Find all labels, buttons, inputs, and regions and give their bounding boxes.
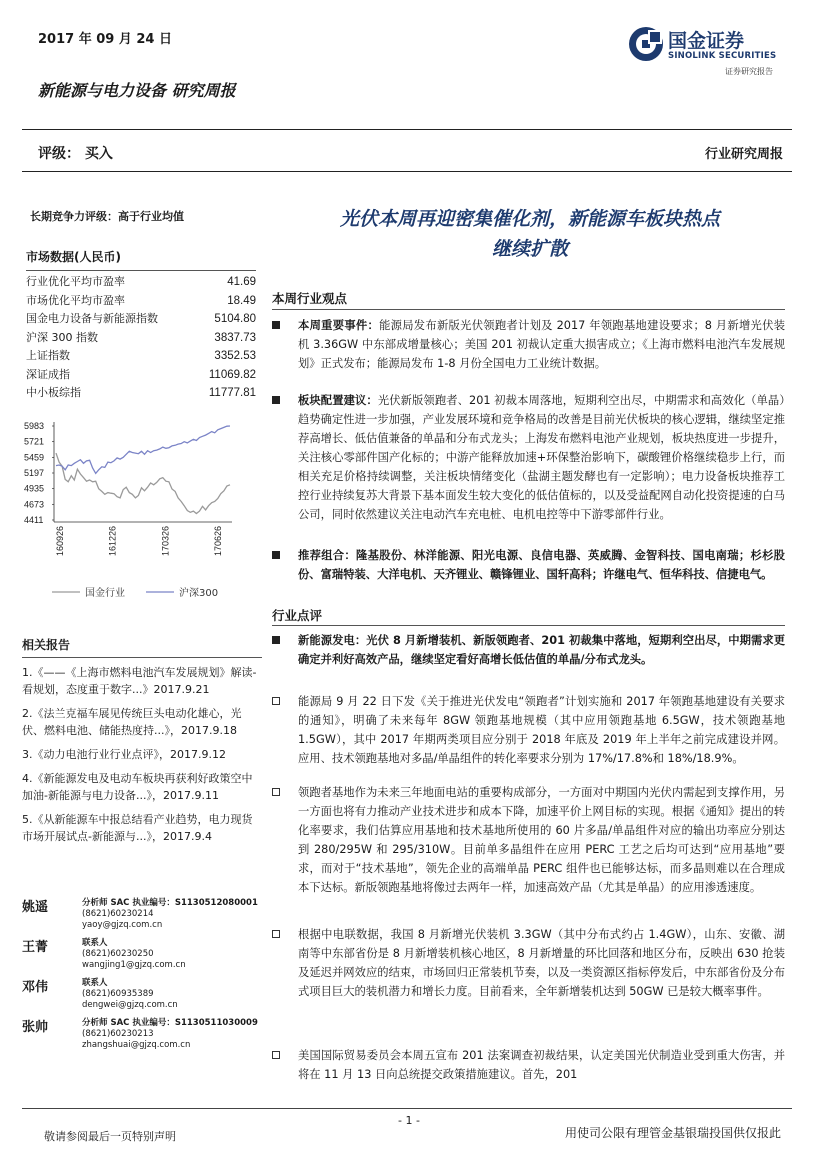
- market-data-row: [26, 366, 256, 385]
- bullet-icon: [272, 636, 280, 644]
- market-data-value: 11069.82: [208, 368, 256, 381]
- analyst-contact: [82, 898, 258, 931]
- market-data-value: 3837.73: [214, 331, 256, 344]
- related-report-title: 3.《动力电池行业行业点评》，: [22, 748, 170, 761]
- footer-disclaimer: 敬请参阅最后一页特别声明: [44, 1130, 176, 1143]
- legend-label: 国金行业: [85, 588, 125, 599]
- y-tick-label: 5983: [24, 421, 45, 431]
- leader-notice-text: 能源局 9 月 22 日下发《关于推进光伏发电“领跑者”计划实施和 2017 年领跑基地建设有关要求的通知》，明确了未来每年 8GW 领跑基地规模（其中应用领跑基地 6.5GW，技术领跑基地 1.5GW），其中 2017 年期两类项目应分别于 2018 年底及 2019 年上半年之前完成建设并网。应用、技术领跑基地对多晶/单晶组件的转化率要求分别为 17%/17.8%和 18%/18.9%。: [298, 695, 785, 765]
- y-tick-label: 5459: [24, 452, 45, 463]
- y-tick-label: 4673: [24, 499, 45, 510]
- related-report-item[interactable]: [22, 664, 262, 698]
- market-data-row: [26, 273, 256, 292]
- related-report-date: 2017.9.4: [162, 830, 212, 843]
- analyst-phone: (8621)60935389: [82, 989, 154, 999]
- analyst-role: 联系人: [82, 978, 108, 988]
- analyst-contact: [82, 1018, 258, 1051]
- allocation-lead: 板块配置建议：: [298, 394, 378, 407]
- logo-subtitle: 证券研究报告: [725, 67, 773, 76]
- related-report-item[interactable]: [22, 705, 262, 739]
- y-tick-label: 4935: [24, 483, 45, 494]
- analyst-name: 邓伟: [22, 980, 49, 995]
- x-tick-label: 170626: [213, 526, 223, 557]
- bullet-icon: [272, 551, 280, 559]
- market-data-rows: [26, 273, 256, 403]
- related-report-item[interactable]: [22, 811, 262, 845]
- portfolio-text: 隆基股份、林洋能源、阳光电源、良信电器、英威腾、金智科技、国电南瑞；杉杉股份、富瑞特装、大洋电机、天齐锂业、赣锋锂业、国轩高科；许继电气、恒华科技、信捷电气。: [298, 549, 785, 581]
- bullet-icon: [272, 930, 280, 938]
- related-report-title: 5.《从新能源车中报总结看产业趋势，电力现货市场开展试点-新能源与...》，: [22, 813, 253, 843]
- related-report-item[interactable]: [22, 746, 262, 763]
- main-headline: [270, 204, 790, 264]
- paragraph-key-events: [272, 316, 785, 373]
- bullet-icon: [272, 788, 280, 796]
- paragraph-installations: [272, 925, 785, 1001]
- related-report-date: 2017.9.11: [162, 789, 219, 802]
- installations-text: 根据中电联数据，我国 8 月新增光伏装机 3.3GW（其中分布式约占 1.4GW），山东、安徽、湖南等中东部省份是 8 月新增装机核心地区，8 月新增量的环比回落和地区分布，反映出 630 抢装及延迟并网效应的结束，市场回归正常装机节奏，以及一类资源区指标停发后，中东部省份及分布式项目巨大的装机潜力和增长力度。目前看来，全年新增装机达到 50GW 已是较大概率事件。: [298, 928, 785, 998]
- section-weekly-view-rule: [272, 309, 785, 310]
- related-reports-rule: [22, 657, 262, 658]
- analyst-entry: [22, 976, 262, 1016]
- market-data-value: 11777.81: [208, 387, 256, 399]
- bullet-icon: [272, 321, 280, 329]
- market-data-row: [26, 310, 256, 329]
- y-tick-label: 4411: [24, 515, 44, 525]
- paragraph-allocation: [272, 391, 785, 524]
- market-data-value: 41.69: [227, 276, 256, 288]
- analyst-name: 张帅: [22, 1020, 49, 1035]
- footer-distribution-note: 用使司公限有理管金基银瑞投国供仅报此: [564, 1126, 781, 1140]
- new-energy-lead: 新能源发电：: [298, 634, 367, 647]
- analyst-list: [22, 896, 262, 1056]
- analyst-entry: [22, 896, 262, 936]
- portfolio-lead: 推荐组合：: [298, 549, 357, 562]
- paragraph-portfolio: [272, 546, 785, 584]
- market-data-value: 18.49: [227, 294, 256, 307]
- x-tick-label: 170326: [160, 526, 171, 557]
- related-reports-list: [22, 664, 262, 845]
- bullet-icon: [272, 1051, 280, 1059]
- market-data-row: [26, 329, 256, 348]
- report-date: 2017 年 09 月 24 日: [38, 32, 172, 47]
- market-data-title: 市场数据(人民币): [26, 250, 121, 264]
- related-report-title: 2.《法兰克福车展见传统巨头电动化雄心，光伏、燃料电池、储能热度持...》，: [22, 707, 242, 737]
- section-industry-review-rule: [272, 625, 785, 626]
- related-report-date: 2017.9.12: [170, 748, 226, 761]
- divider-footer: [22, 1108, 792, 1109]
- analyst-phone: (8621)60230214: [82, 909, 154, 919]
- market-data-rule: [26, 270, 256, 271]
- market-data-label: 市场优化平均市盈率: [26, 293, 125, 307]
- main-headline-line2: 继续扩散: [491, 238, 568, 260]
- paragraph-leader-analysis: [272, 783, 785, 897]
- page-number: - 1 -: [398, 1114, 420, 1127]
- market-data-label: 沪深 300 指数: [26, 330, 98, 344]
- us-201-text: 美国国际贸易委员会本周五宣布 201 法案调查初裁结果，认定美国光伏制造业受到重大伤害，并将在 11 月 13 日向总统提交政策措施建议。首先，201: [298, 1049, 785, 1081]
- analyst-name: 姚遥: [22, 900, 49, 915]
- new-energy-text: 光伏 8 月新增装机、新版领跑者、201 初裁集中落地，短期利空出尽，中期需求更确定并利好高效产品，继续坚定看好高增长低估值的单晶/分布式龙头。: [298, 634, 785, 666]
- related-reports: [22, 636, 262, 852]
- bullet-icon: [272, 697, 280, 705]
- bullet-icon: [272, 396, 280, 404]
- analyst-name: 王菁: [22, 940, 49, 955]
- market-data-label: 国金电力设备与新能源指数: [26, 312, 158, 325]
- market-data-row: [26, 292, 256, 311]
- market-data-label: 上证指数: [26, 349, 70, 362]
- section-weekly-view: 本周行业观点: [272, 291, 348, 306]
- index-performance-chart: [22, 412, 247, 608]
- y-tick-label: 5197: [24, 468, 45, 478]
- paragraph-new-energy: [272, 631, 785, 669]
- market-data-label: 行业优化平均市盈率: [26, 275, 125, 288]
- related-reports-title: 相关报告: [22, 638, 71, 652]
- long-term-rating: [22, 208, 262, 224]
- market-data-row: [26, 347, 256, 366]
- rating: 评级： 买入: [38, 146, 113, 162]
- related-report-date: 2017.9.21: [153, 683, 210, 696]
- report-series-title: 新能源与电力设备 研究周报: [38, 81, 236, 100]
- legend-label: 沪深300: [179, 588, 219, 599]
- paragraph-us-201: [272, 1046, 785, 1084]
- logo-mark-icon: [628, 26, 664, 62]
- analyst-contact: [82, 938, 186, 971]
- divider-second: [22, 171, 792, 172]
- analyst-entry: [22, 936, 262, 976]
- analyst-phone: (8621)60230213: [82, 1029, 154, 1039]
- market-data-value: 3352.53: [214, 350, 256, 362]
- divider-top: [22, 129, 792, 130]
- series-line-hs300: [56, 426, 230, 473]
- related-report-date: 2017.9.18: [181, 724, 237, 737]
- x-tick-label: 160926: [55, 526, 65, 557]
- paragraph-leader-notice: [272, 692, 785, 768]
- analyst-email[interactable]: wangjing1@gjzq.com.cn: [82, 960, 186, 970]
- analyst-entry: [22, 1016, 262, 1056]
- logo-english-name: SINOLINK SECURITIES: [668, 51, 777, 61]
- x-tick-label: 161226: [107, 526, 118, 557]
- main-headline-line1: 光伏本周再迎密集催化剂，新能源车板块热点: [339, 208, 720, 230]
- analyst-email[interactable]: yaoy@gjzq.com.cn: [82, 920, 163, 930]
- analyst-email[interactable]: dengwei@gjzq.com.cn: [82, 1000, 178, 1010]
- market-data-label: 中小板综指: [26, 386, 81, 399]
- logo-brand-name: 国金证券: [668, 30, 745, 52]
- related-report-item[interactable]: [22, 770, 262, 804]
- leader-analysis-text: 领跑者基地作为未来三年地面电站的重要构成部分，一方面对中期国内光伏内需起到支撑作用，另一方面也将有力推动产业技术进步和成本下降，加速平价上网目标的实现。根据《通知》提出的转化率要求，我们估算应用基地和技术基地所使用的 60 片多晶/单晶组件对应的输出功率应分别达到 280/295W 和 295/310W。目前单多晶组件在应用 PERC 工艺之后均可达到“应用基地”要求，而对于“技术基地”，领先企业的高端单晶 PERC 组件也已能够达标，而多晶则难以在合理成本下达标。新版领跑基地将像过去两年一样，加速高效产品（尤其是单晶）的应用渗透速度。: [298, 786, 785, 894]
- allocation-text: 光伏新版领跑者、201 初裁本周落地，短期利空出尽，中期需求和高效化（单晶）趋势确定性进一步加强，产业发展环境和竞争格局的改善是目前光伏板块的核心逻辑，继续坚定推荐高增长、低估值兼备的单晶和分布式龙头；上海发布燃料电池产业规划，板块热度进一步提升，关注核心零部件国产化标的；中游产能释放加速+环保整治影响下，碳酸锂价格继续稳步上行，而相关充足价格持续调整，关注板块情绪变化（盐湖主题发酵也有一定影响）；电力设备板块推荐工控行业持续复苏大背景下基本面发生较大变化的低估值标的，以及受益配网自动化投资提速的白马公司，同时依然建议关注电动汽车充电桩、电机电控等中下游零部件行业。: [298, 394, 785, 521]
- analyst-role: 联系人: [82, 938, 108, 948]
- analyst-role: 分析师 SAC 执业编号：S1130511030009: [82, 1018, 258, 1028]
- related-report-title: 4.《新能源发电及电动车板块再获利好政策空中加油-新能源与电力设备...》，: [22, 772, 253, 802]
- section-industry-review: 行业点评: [272, 608, 323, 623]
- company-logo: [628, 24, 788, 80]
- key-events-text: 能源局发布新版光伏领跑者计划及 2017 年领跑基地建设要求；8 月新增光伏装机 3.36GW 中东部成增量核心；美国 201 初裁认定重大损害成立；《上海市燃料电池汽车发展规划》正式发布；能源局发布 1-8 月份全国电力工业统计数据。: [298, 319, 785, 370]
- y-tick-label: 5721: [24, 436, 45, 447]
- long-term-rating-text: 长期竞争力评级：高于行业均值: [30, 210, 184, 223]
- analyst-phone: (8621)60230250: [82, 949, 154, 959]
- analyst-contact: [82, 978, 178, 1011]
- market-data-table: [26, 248, 256, 403]
- market-data-row: [26, 384, 256, 403]
- related-report-title: 1.《——《上海市燃料电池汽车发展规划》解读-看规划，态度重于数字...》: [22, 666, 257, 696]
- report-type: 行业研究周报: [704, 147, 783, 162]
- market-data-value: 5104.80: [214, 313, 256, 325]
- analyst-email[interactable]: zhangshuai@gjzq.com.cn: [82, 1040, 191, 1050]
- market-data-label: 深证成指: [26, 367, 70, 381]
- analyst-role: 分析师 SAC 执业编号：S1130512080001: [82, 898, 258, 908]
- key-events-lead: 本周重要事件：: [298, 319, 380, 332]
